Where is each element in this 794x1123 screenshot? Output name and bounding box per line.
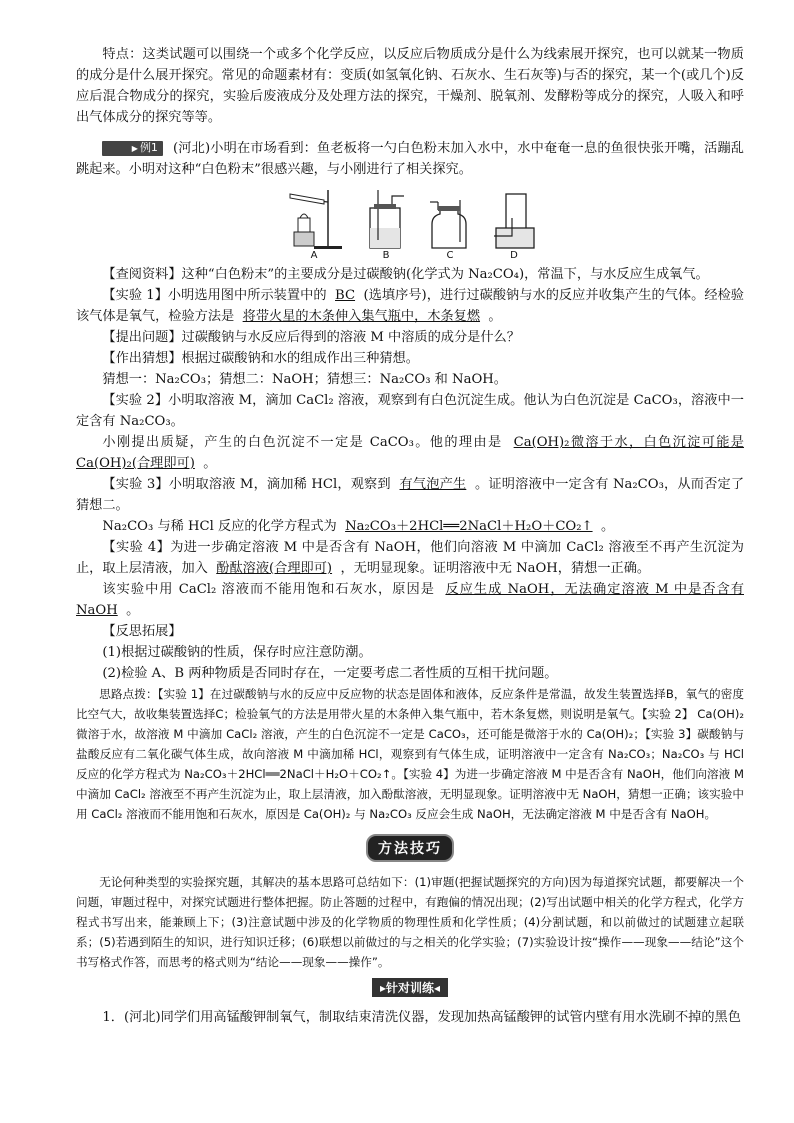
apparatus-a [284, 184, 344, 262]
guess-list: 猜想一：Na₂CO₃；猜想二：NaOH；猜想三：Na₂CO₃ 和 NaOH。 [102, 372, 507, 387]
doubt-line: 小刚提出质疑，产生的白色沉淀不一定是 CaCO₃。他的理由是 Ca(OH)₂微溶于水，白色沉淀可能是 Ca(OH)₂(合理即可) 。 [76, 435, 744, 471]
reason-line: 该实验中用 CaCl₂ 溶液而不能用饱和石灰水，原因是 反应生成 NaOH，无法确定溶液 M 中是否含有 NaOH 。 [76, 582, 744, 618]
reflection-title: 【反思拓展】 [102, 624, 182, 639]
intro-paragraph: 特点：这类试题可以围绕一个或多个化学反应，以反应后物质成分是什么为线索展开探究，也可以就某一物质的成分是什么展开探究。常见的命题素材有：变质(如氢氧化钠、石灰水、生石灰等)与否的探究，某一个(或几个)反应后混合物成分的探究，实验后废液成分及处理方法的探究，干燥剂、脱氧剂、发酵粉等成分的探究，人吸入和呼出气体成分的探究等等。 [76, 47, 744, 125]
page [76, 44, 744, 1028]
practice-heading [76, 978, 744, 997]
example-paragraph [76, 138, 744, 180]
answer-equation: Na₂CO₃＋2HCl══2NaCl＋H₂O＋CO₂↑ [345, 519, 593, 534]
answer-exp4-reagent: 酚酞溶液(合理即可) [216, 561, 333, 576]
answer-exp1-device: BC [335, 288, 356, 303]
question-line: 【提出问题】过碳酸钠与水反应后得到的溶液 M 中溶质的成分是什么？ [102, 330, 520, 345]
hint-paragraph: 思路点拨：【实验 1】在过碳酸钠与水的反应中反应物的状态是固体和液体，反应条件是常温，故发生装置选择B，氧气的密度比空气大，故收集装置选择C；检验氧气的方法是用带火星的木条伸入集气瓶中，若木条复燃，则说明是氧气。【实验 2】 Ca(OH)₂微溶于水，故溶液 M 中滴加 CaCl₂ 溶液，产生的白色沉淀不一定是 CaCO₃，还可能是微溶于水的 Ca(OH)₂；【实验 3】碳酸钠与盐酸反应有二氧化碳气体生成，故向溶液 M 中滴加稀 HCl，观察到有气体生成，证明溶液中一定含有 Na₂CO₃；Na₂CO₃ 与 HCl 反应的化学方程式为 Na₂CO₃＋2HCl══2NaCl＋H₂O＋CO₂↑。【实验 4】为进一步确定溶液 M 中是否含有 NaOH，他们向溶液 M 中滴加 CaCl₂ 溶液至不再产生沉淀为止，取上层清液，加入酚酞溶液，无明显现象。证明溶液中无 NaOH，猜想一正确；该实验中用 CaCl₂ 溶液而不能用饱和石灰水，原因是 Ca(OH)₂ 与 Na₂CO₃ 反应会生成 NaOH，无法确定溶液 M 中是否含有 NaOH。 [76, 687, 744, 821]
apparatus-d-label: D [510, 250, 518, 261]
answer-exp3-observation: 有气泡产生 [399, 477, 467, 492]
practice-question-1: 1．(河北)同学们用高锰酸钾制氧气，制取结束清洗仪器，发现加热高锰酸钾的试管内壁有用水洗刷不掉的黑色 [102, 1010, 741, 1025]
experiment3-line: 【实验 3】小明取溶液 M，滴加稀 HCl，观察到 有气泡产生 。证明溶液中一定含有 Na₂CO₃，从而否定了猜想二。 [76, 477, 745, 513]
apparatus-b [364, 184, 408, 262]
equation-line: Na₂CO₃ 与稀 HCl 反应的化学方程式为 Na₂CO₃＋2HCl══2NaCl＋H₂O＋CO₂↑ 。 [102, 519, 615, 534]
experiment1-line: 【实验 1】小明选用图中所示装置中的 BC (选填序号)，进行过碳酸钠与水的反应并收集产生的气体。经检验该气体是氧气，检验方法是 将带火星的木条伸入集气瓶中，木条复燃 。 [76, 288, 744, 324]
apparatus-c-label: C [446, 250, 454, 261]
example-tag: ▶ 例1 [102, 141, 163, 156]
apparatus-d [492, 184, 536, 262]
answer-reason: 反应生成 NaOH，无法确定溶液 M 中是否含有 NaOH [76, 582, 744, 618]
method-paragraph: 无论何种类型的实验探究题，其解决的基本思路可总结如下：(1)审题(把握试题探究的方向)因为每道探究试题，都要解决一个问题，审题过程中，对探究试题进行整体把握。防止答题的过程中，有跑偏的情况出现；(2)写出试题中相关的化学方程式，化学方程式书写出来，能兼顾上下；(3)注意试题中涉及的化学物质的物理性质和化学性质；(4)分割试题，和以前做过的试题建立起联系；(5)若遇到陌生的知识，进行知识迁移；(6)联想以前做过的与之相关的化学实验；(7)实验设计按“操作——现象——结论”这个书写格式作答，而思考的格式则为“结论——现象——操作”。 [76, 875, 744, 969]
answer-doubt-reason: Ca(OH)₂微溶于水，白色沉淀可能是 Ca(OH)₂(合理即可) [76, 435, 744, 471]
example-text: (河北)小明在市场看到：鱼老板将一勺白色粉末加入水中，水中奄奄一息的鱼很快张开嘴，活蹦乱跳起来。小明对这种“白色粉末”很感兴趣，与小刚进行了相关探究。 [76, 141, 744, 177]
info-line: 【查阅资料】这种“白色粉末”的主要成分是过碳酸钠(化学式为 Na₂CO₄)，常温下，与水反应生成氧气。 [102, 267, 709, 282]
guess-line: 【作出猜想】根据过碳酸钠和水的组成作出三种猜想。 [102, 351, 419, 366]
method-heading [76, 834, 744, 862]
apparatus-a-drawing [284, 188, 344, 250]
apparatus-a-label: A [310, 250, 318, 261]
experiment2-line: 【实验 2】小明取溶液 M，滴加 CaCl₂ 溶液，观察到有白色沉淀生成。他认为白色沉淀是 CaCO₃，溶液中一定含有 Na₂CO₃。 [76, 393, 744, 429]
reflection-item-1: (1)根据过碳酸钠的性质，保存时应注意防潮。 [102, 645, 372, 660]
apparatus-b-drawing [364, 188, 408, 250]
apparatus-c-drawing [428, 188, 472, 250]
apparatus-d-drawing [492, 188, 536, 250]
reflection-item-2: (2)检验 A、B 两种物质是否同时存在，一定要考虑二者性质的互相干扰问题。 [102, 666, 558, 681]
apparatus-c [428, 184, 472, 262]
experiment4-line: 【实验 4】为进一步确定溶液 M 中是否含有 NaOH，他们向溶液 M 中滴加 CaCl₂ 溶液至不再产生沉淀为止，取上层清液，加入 酚酞溶液(合理即可) ，无明显现象。证明溶液中无 NaOH，猜想一正确。 [76, 540, 744, 576]
practice-title: ▸针对训练◂ [372, 978, 448, 997]
method-title: 方法技巧 [366, 834, 454, 862]
apparatus-b-label: B [382, 250, 390, 261]
answer-exp1-method: 将带火星的木条伸入集气瓶中，木条复燃 [242, 309, 481, 324]
apparatus-figure [76, 184, 744, 262]
